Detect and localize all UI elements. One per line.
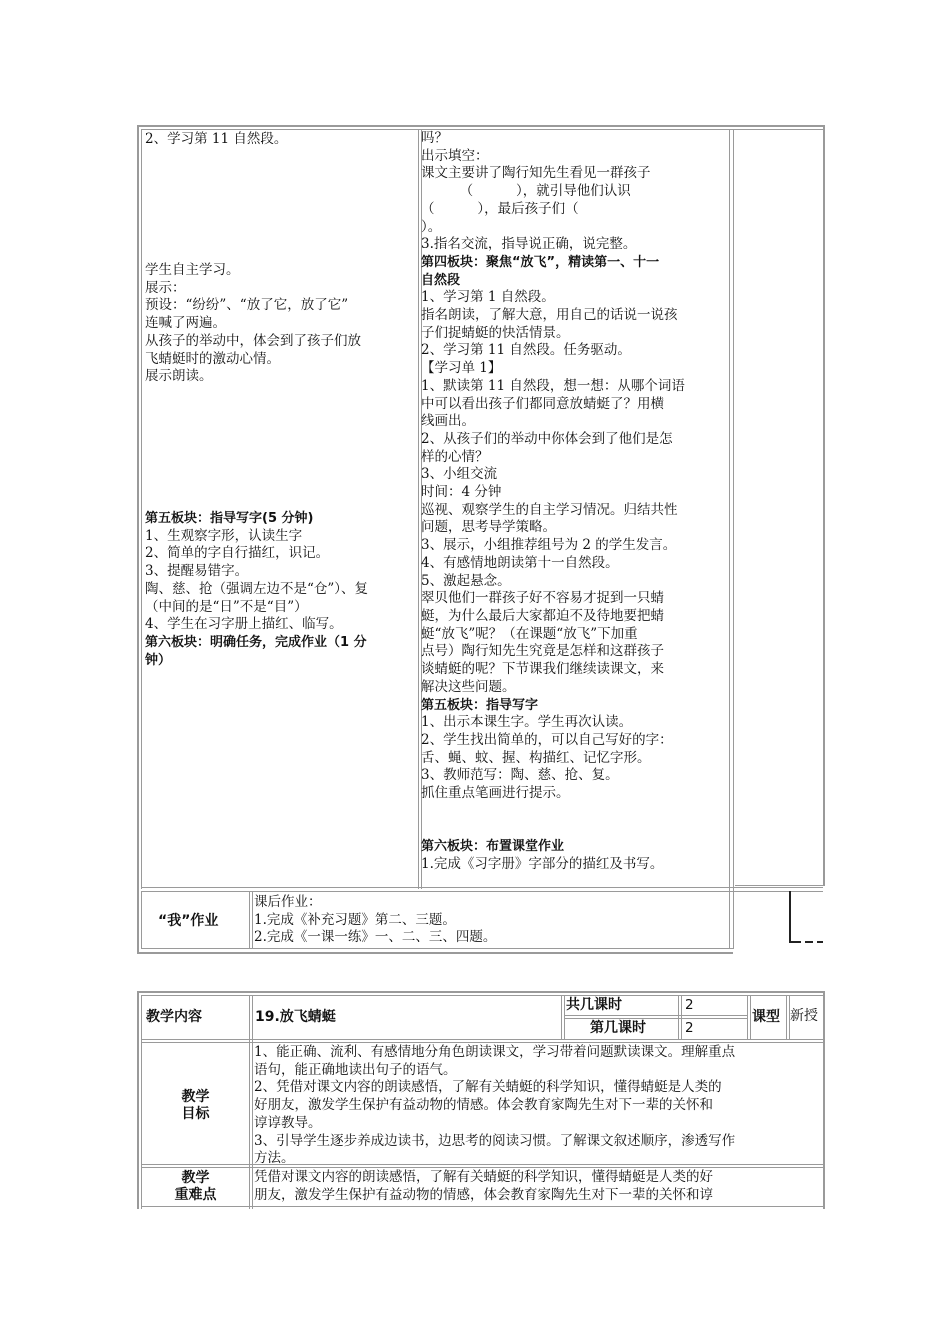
right-column-line: 2、学习第 11 自然段。任务驱动。 — [421, 342, 631, 359]
right-column-line: 线画出。 — [421, 413, 475, 430]
goals-line: 方法。 — [254, 1150, 295, 1166]
homework-line: 1.完成《补充习题》第二、三题。 — [254, 911, 456, 928]
key-line: 朋友，激发学生保护有益动物的情感，体会教育家陶先生对下一辈的关怀和谆 — [254, 1186, 713, 1203]
content-label: 教学内容 — [146, 1009, 202, 1025]
left-mid-line: 从孩子的举动中，体会到了孩子们放 — [145, 332, 361, 349]
left-bottom-block — [145, 510, 417, 680]
right-column-line: 3.指名交流，指导说正确，说完整。 — [421, 236, 637, 253]
left-bottom-line: 钟） — [145, 652, 172, 668]
type-value: 新授 — [790, 1008, 818, 1024]
left-mid-line: 学生自主学习。 — [145, 262, 240, 278]
right-column-line: 样的心情？ — [421, 448, 489, 465]
left-mid-line: 连喊了两遍。 — [145, 315, 226, 332]
right-column-line: 吗？ — [421, 130, 448, 146]
right-column-line: 巡视、观察学生的自主学习情况。归结共性 — [421, 501, 678, 518]
right-column-line: 1.完成《习字册》字部分的描红及书写。 — [421, 855, 664, 872]
right-column-line: 【学习单 1】 — [421, 360, 502, 377]
right-column-line: 抓住重点笔画进行提示。 — [421, 785, 570, 802]
key-line: 凭借对课文内容的朗读感悟，了解有关蜻蜓的科学知识，懂得蜻蜓是人类的好 — [254, 1169, 713, 1185]
right-column-line: 5、激起悬念。 — [421, 572, 511, 589]
goals-block — [254, 1044, 823, 1166]
homework-label: “我”作业 — [158, 913, 219, 929]
left-bottom-line: 1、生观察字形，认读生字 — [145, 527, 303, 544]
right-column-line: 子们捉蜻蜓的快活情景。 — [421, 324, 570, 341]
goals-line: 2、凭借对课文内容的朗读感悟，了解有关蜻蜓的科学知识，懂得蜻蜓是人类的 — [254, 1079, 722, 1096]
right-column-line: ）。 — [421, 218, 442, 235]
homework-line: 课后作业： — [254, 894, 322, 910]
goals-line: 语句，能正确地读出句子的语气。 — [254, 1061, 457, 1078]
left-mid-block — [145, 262, 417, 392]
right-column-block — [421, 130, 731, 880]
left-bottom-line: 陶、慈、抢（强调左边不是“仓”）、复 — [145, 580, 369, 597]
total-hours-label: 共几课时 — [566, 997, 622, 1013]
left-mid-line: 展示朗读。 — [145, 368, 213, 385]
right-column-line: 翠贝他们一群孩子好不容易才捉到一只蜻 — [421, 590, 664, 607]
left-bottom-line: 第五板块：指导写字(5 分钟) — [145, 511, 314, 526]
goals-line: 谆谆教导。 — [254, 1114, 322, 1131]
left-bottom-line: 4、学生在习字册上描红、临写。 — [145, 616, 343, 633]
right-column-line: 1、学习第 1 自然段。 — [421, 289, 555, 306]
left-bottom-line: （中间的是“日”不是“目”） — [145, 598, 308, 615]
nth-hour-label: 第几课时 — [590, 1020, 646, 1036]
goals-line: 3、引导学生逐步养成边读书，边思考的阅读习惯。了解课文叙述顺序，渗透写作 — [254, 1132, 736, 1149]
right-column-line: 4、有感情地朗读第十一自然段。 — [421, 554, 619, 571]
right-column-line: 第四板块：聚焦“放飞”，精读第一、十一 — [421, 254, 660, 270]
right-column-line: 2、学生找出简单的，可以自己写好的字： — [421, 731, 673, 748]
key-label-2: 重难点 — [174, 1187, 217, 1203]
homework-block — [254, 894, 728, 948]
right-column-line: 蜓，为什么最后大家都迫不及待地要把蜻 — [421, 607, 664, 624]
right-column-line: 解决这些问题。 — [421, 678, 516, 695]
goals-line: 好朋友，激发学生保护有益动物的情感。体会教育家陶先生对下一辈的关怀和 — [254, 1097, 713, 1114]
goals-line: 1、能正确、流利、有感情地分角色朗读课文，学习带着问题默读课文。理解重点 — [254, 1044, 736, 1060]
right-column-line: 3、展示，小组推荐组号为 2 的学生发言。 — [421, 537, 677, 554]
left-mid-line: 飞蜻蜓时的激动心情。 — [145, 350, 280, 367]
left-mid-line: 展示： — [145, 279, 186, 296]
right-column-line: 第五板块：指导写字 — [421, 697, 539, 713]
lesson-title: 19.放飞蜻蜓 — [255, 1009, 336, 1025]
right-column-line: 第六板块：布置课堂作业 — [421, 839, 565, 855]
right-column-line: 课文主要讲了陶行知先生看见一群孩子 — [421, 165, 651, 182]
left-top-text: 2、学习第 11 自然段。 — [145, 131, 288, 147]
right-column-line: 1、出示本课生字。学生再次认读。 — [421, 714, 633, 731]
left-bottom-line: 2、简单的字自行描红，识记。 — [145, 545, 330, 562]
right-column-line: 问题，思考导学策略。 — [421, 519, 556, 536]
type-label: 课型 — [752, 1009, 780, 1025]
right-column-line: 点号）陶行知先生究竟是怎样和这群孩子 — [421, 643, 664, 660]
goals-label-1: 教学 — [181, 1089, 210, 1105]
key-block — [254, 1169, 823, 1207]
right-column-line: 谈蜻蜓的呢？下节课我们继续读课文，来 — [421, 661, 664, 678]
key-label-1: 教学 — [181, 1170, 210, 1186]
homework-line: 2.完成《一课一练》一、二、三、四题。 — [254, 929, 497, 946]
right-column-line: 2、从孩子们的举动中你体会到了他们是怎 — [421, 430, 673, 447]
right-column-line: 中可以看出孩子们都同意放蜻蜓了？用横 — [421, 395, 664, 412]
right-column-line: （ ），最后孩子们（ — [421, 200, 579, 217]
left-bottom-line: 3、提醒易错字。 — [145, 563, 249, 580]
right-column-line: （ ），就引导他们认识 — [421, 183, 631, 200]
right-column-line: 时间：4 分钟 — [421, 484, 502, 501]
right-column-line: 1、默读第 11 自然段，想一想：从哪个词语 — [421, 377, 685, 394]
right-column-line: 出示填空： — [421, 147, 489, 164]
left-mid-line: 预设：“纷纷”、“放了它，放了它” — [145, 297, 349, 314]
left-bottom-line: 第六板块：明确任务，完成作业（1 分 — [145, 634, 367, 650]
right-column-line: 舌、蝇、蚊、握、构描红、记忆字形。 — [421, 749, 651, 766]
right-column-line: 自然段 — [421, 272, 461, 288]
right-column-line: 3、小组交流 — [421, 466, 498, 483]
goals-label-2: 目标 — [181, 1106, 210, 1122]
total-hours-value: 2 — [685, 997, 694, 1013]
right-column-line: 蜓“放飞”呢？（在课题“放飞”下加重 — [421, 625, 638, 642]
right-column-line: 指名朗读，了解大意，用自己的话说一说孩 — [421, 307, 678, 324]
right-column-line — [421, 820, 731, 838]
nth-hour-value: 2 — [685, 1020, 694, 1036]
right-column-line — [421, 803, 731, 821]
right-column-line: 3、教师范写：陶、慈、抢、复。 — [421, 767, 619, 784]
